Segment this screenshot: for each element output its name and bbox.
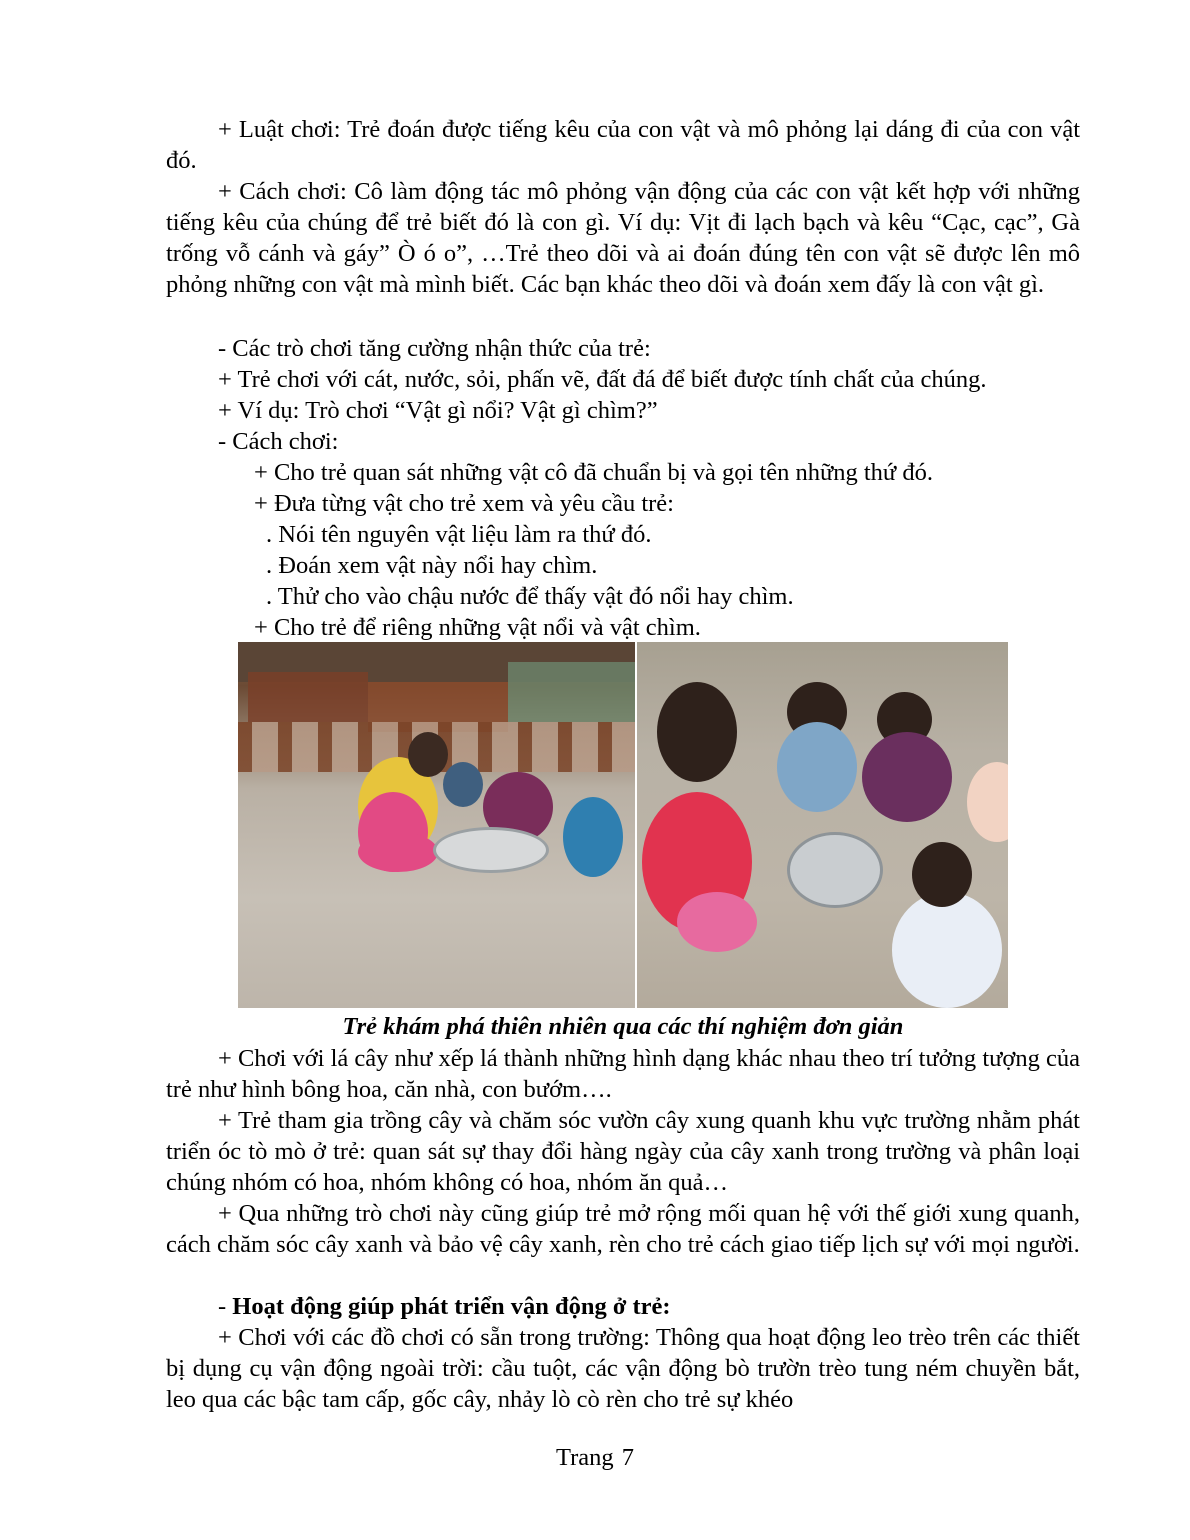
line-tre-choi-cat-nuoc: + Trẻ chơi với cát, nước, sỏi, phấn vẽ, đất đá để biết được tính chất của chúng.	[218, 366, 987, 393]
line-noi-ten-vat-lieu: . Nói tên nguyên vật liệu làm ra thứ đó.	[266, 521, 652, 548]
photo-caption: Trẻ khám phá thiên nhiên qua các thí nghiệm đơn giản	[342, 1013, 904, 1040]
photo-children-experiment-left	[238, 642, 635, 1008]
paragraph-trong-cay: + Trẻ tham gia trồng cây và chăm sóc vườn cây xung quanh khu vực trường nhằm phát triển óc tò mò ở trẻ: quan sát sự thay đổi hàng ngày của cây xanh trong trường và phân loại chúng nhóm có hoa, nhóm không có hoa, nhóm ăn quả…	[166, 1107, 1080, 1196]
line-quan-sat-vat: + Cho trẻ quan sát những vật cô đã chuẩn bị và gọi tên những thứ đó.	[254, 459, 933, 486]
paragraph-mo-rong-quan-he: + Qua những trò chơi này cũng giúp trẻ mở rộng mối quan hệ với thế giới xung quanh, cách chăm sóc cây xanh và bảo vệ cây xanh, rèn cho trẻ cách giao tiếp lịch sự với mọi người.	[166, 1200, 1080, 1258]
line-tro-choi-nhan-thuc: - Các trò chơi tăng cường nhận thức của trẻ:	[218, 335, 651, 362]
page-footer	[0, 1442, 1190, 1473]
photo-children-experiment-right	[637, 642, 1008, 1008]
paragraph-do-choi-san: + Chơi với các đồ chơi có sẵn trong trường: Thông qua hoạt động leo trèo trên các thiết bị dụng cụ vận động ngoài trời: cầu tuột, các vận động bò trườn trèo tung ném chuyền bắt, leo qua các bậc tam cấp, gốc cây, nhảy lò cò rèn cho trẻ sự khéo	[166, 1324, 1080, 1413]
line-thu-cho-vao-chau: . Thử cho vào chậu nước để thấy vật đó nổi hay chìm.	[266, 583, 794, 610]
heading-dash: -	[218, 1293, 233, 1320]
heading-bold-text: Hoạt động giúp phát triển vận động ở trẻ:	[232, 1293, 671, 1320]
footer-label: Trang	[556, 1444, 614, 1471]
line-cach-choi: - Cách chơi:	[218, 428, 339, 455]
line-doan-noi-chim: . Đoán xem vật này nổi hay chìm.	[266, 552, 598, 579]
line-vi-du-tro-choi: + Ví dụ: Trò chơi “Vật gì nổi? Vật gì chìm?”	[218, 397, 658, 424]
paragraph-choi-voi-la-cay: + Chơi với lá cây như xếp lá thành những hình dạng khác nhau theo trí tưởng tượng của trẻ như hình bông hoa, căn nhà, con bướm….	[166, 1045, 1080, 1103]
paragraph-luat-choi: + Luật chơi: Trẻ đoán được tiếng kêu của con vật và mô phỏng lại dáng đi của con vật đó.	[166, 116, 1080, 174]
section-heading-van-dong	[218, 1291, 671, 1322]
footer-page-number: 7	[621, 1444, 634, 1471]
line-de-rieng-vat: + Cho trẻ để riêng những vật nổi và vật chìm.	[254, 614, 701, 641]
line-dua-tung-vat: + Đưa từng vật cho trẻ xem và yêu cầu trẻ:	[254, 490, 674, 517]
paragraph-cach-choi: + Cách chơi: Cô làm động tác mô phỏng vận động của các con vật kết hợp với những tiếng kêu của chúng để trẻ biết đó là con gì. Ví dụ: Vịt đi lạch bạch và kêu “Cạc, cạc”, Gà trống vỗ cánh và gáy” Ò ó o”, …Trẻ theo dõi và ai đoán đúng tên con vật sẽ được lên mô phỏng những con vật mà mình biết. Các bạn khác theo dõi và đoán xem đấy là con vật gì.	[166, 178, 1080, 298]
